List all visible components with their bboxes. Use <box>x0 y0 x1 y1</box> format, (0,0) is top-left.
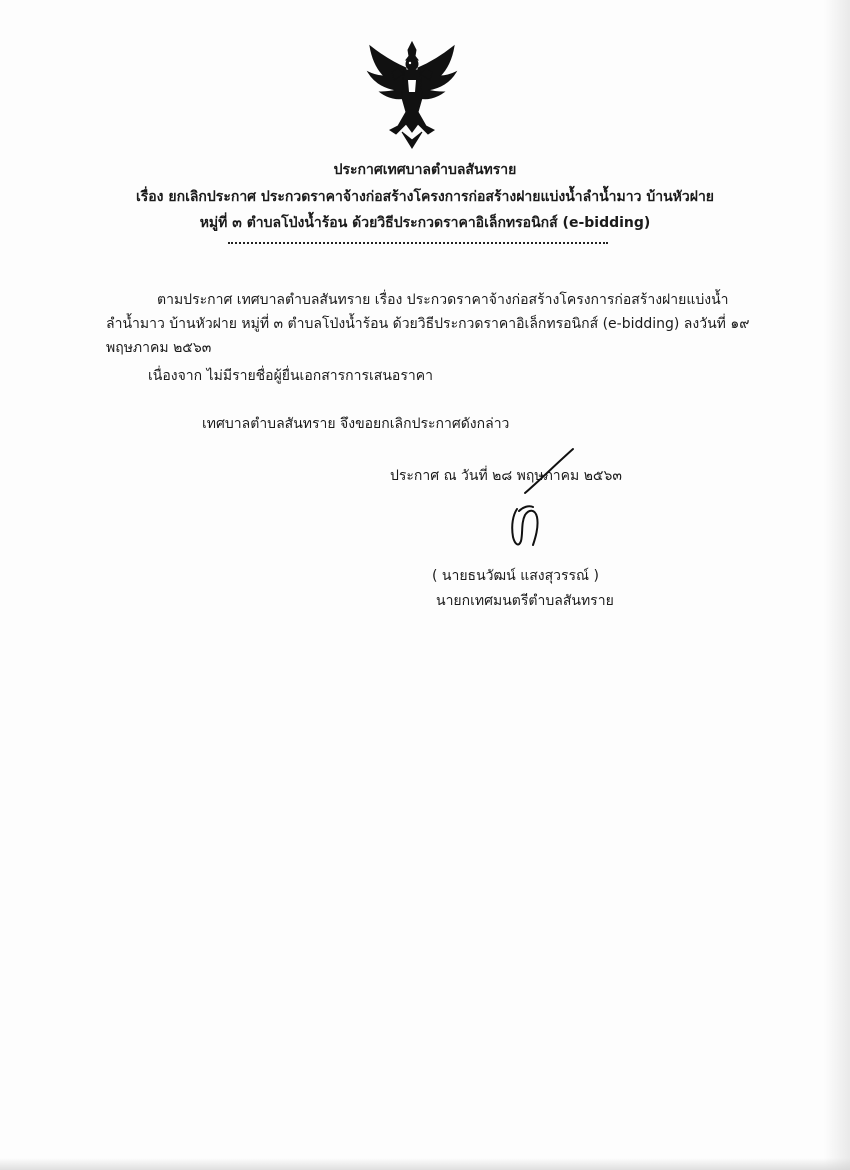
subject-line-1: เรื่อง ยกเลิกประกาศ ประกวดราคาจ้างก่อสร้างโครงการก่อสร้างฝายแบ่งน้ำลำน้ำมาว บ้านหัวฝาย <box>135 189 715 205</box>
body-paragraph-1-line-2: ลำน้ำมาว บ้านหัวฝาย หมู่ที่ ๓ ตำบลโป่งน้ำร้อน ด้วยวิธีประกวดราคาอิเล็กทรอนิกส์ (e-bidding) ลงวันที่ ๑๙ <box>106 316 750 332</box>
body-paragraph-1-line-1: ตามประกาศ เทศบาลตำบลสันทราย เรื่อง ประกวดราคาจ้างก่อสร้างโครงการก่อสร้างฝายแบ่งน้ำ <box>157 292 729 308</box>
body-paragraph-2: เนื่องจาก ไม่มีรายชื่อผู้ยื่นเอกสารการเสนอราคา <box>148 368 433 384</box>
body-paragraph-1-line-3: พฤษภาคม ๒๕๖๓ <box>106 340 212 356</box>
dotted-separator <box>228 238 608 244</box>
signer-position: นายกเทศมนตรีตำบลสันทราย <box>436 593 614 609</box>
announcement-title: ประกาศเทศบาลตำบลสันทราย <box>333 162 517 178</box>
scan-edge-shadow <box>824 0 850 1170</box>
body-paragraph-3: เทศบาลตำบลสันทราย จึงขอยกเลิกประกาศดังกล่าว <box>202 416 510 432</box>
subject-line-2: หมู่ที่ ๓ ตำบลโป่งน้ำร้อน ด้วยวิธีประกวดราคาอิเล็กทรอนิกส์ (e-bidding) <box>199 215 651 231</box>
handwritten-signature <box>495 445 585 555</box>
signer-name: ( นายธนวัฒน์ แสงสุวรรณ์ ) <box>432 568 599 584</box>
announce-date: ประกาศ ณ วันที่ ๒๘ พฤษภาคม ๒๕๖๓ <box>390 468 622 484</box>
garuda-emblem-icon <box>362 40 462 150</box>
scan-bottom-shadow <box>0 1158 850 1170</box>
